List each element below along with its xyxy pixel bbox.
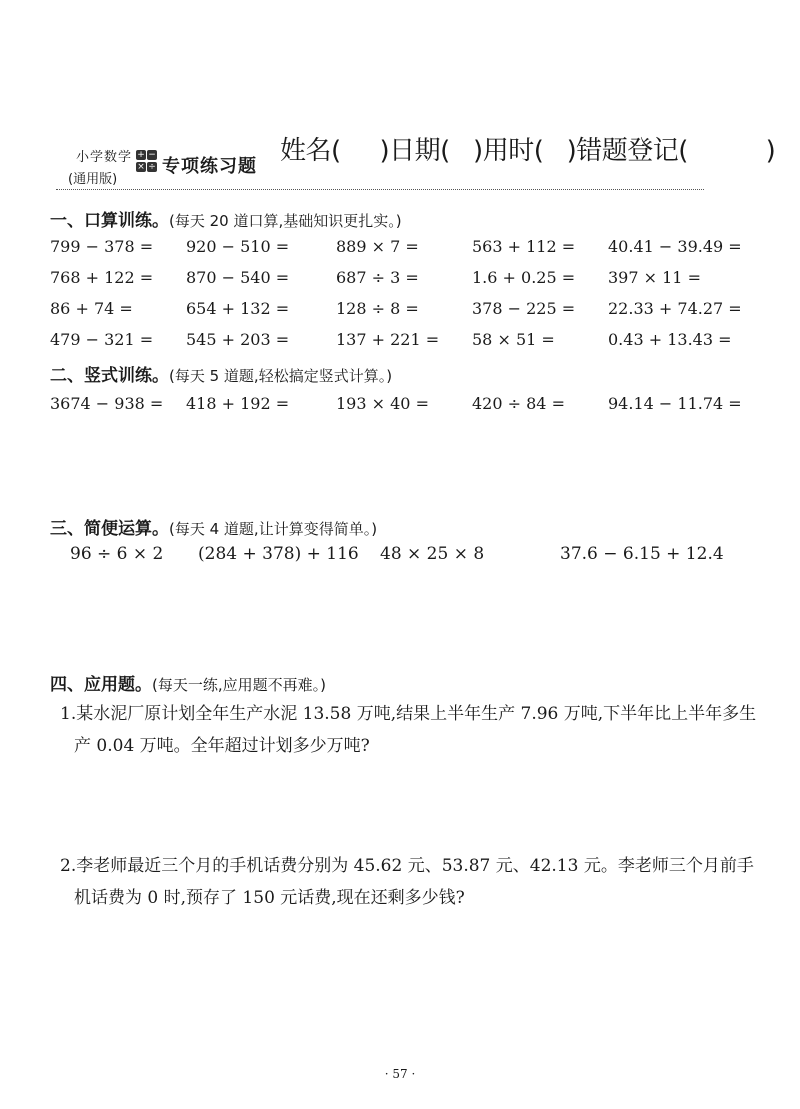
section1-heading: 一、口算训练。 [50,211,169,231]
word-problem-text: 2.李老师最近三个月的手机话费分别为 45.62 元、53.87 元、42.13 元。李老师三个月前手机话费为 0 时,预存了 150 元话费,现在还剩多少钱? [60,856,754,908]
oral-item: 768 + 122 = [50,268,154,287]
simplify-item: 37.6 − 6.15 + 12.4 [560,544,724,564]
vertical-calc-row [50,394,770,420]
header-divider [56,189,704,190]
oral-item: 1.6 + 0.25 = [472,268,576,287]
word-problem-text: 1.某水泥厂原计划全年生产水泥 13.58 万吨,结果上半年生产 7.96 万吨,下半年比上半年多生产 0.04 万吨。全年超过计划多少万吨? [60,704,757,756]
section1-title [50,206,402,231]
oral-row-1 [50,237,770,263]
oral-item: 799 − 378 = [50,237,154,256]
vertical-item: 420 ÷ 84 = [472,394,565,413]
divide-icon: ÷ [148,162,156,172]
simplify-item: (284 + 378) + 116 [198,544,359,564]
section4-title [50,670,326,695]
oral-item: 0.43 + 13.43 = [608,330,732,349]
plus-icon: + [137,150,145,160]
oral-row-4 [50,330,770,356]
vertical-item: 193 × 40 = [336,394,429,413]
section3-heading: 三、简便运算。 [50,519,169,539]
oral-row-3 [50,299,770,325]
oral-item: 654 + 132 = [186,299,290,318]
oral-item: 479 − 321 = [50,330,154,349]
oral-item: 397 × 11 = [608,268,701,287]
oral-item: 687 ÷ 3 = [336,268,419,287]
simplify-item: 48 × 25 × 8 [380,544,485,564]
word-problem-2 [50,850,760,914]
brand-title: 专项练习题 [162,156,257,177]
vertical-item: 94.14 − 11.74 = [608,394,742,413]
section4-note: (每天一练,应用题不再难。) [152,676,326,694]
oral-item: 378 − 225 = [472,299,576,318]
section3-title [50,514,377,539]
worksheet-header [68,130,776,190]
oral-row-2 [50,268,770,294]
section2-title [50,361,392,386]
brand-logo [68,144,258,188]
oral-item: 86 + 74 = [50,299,133,318]
section2-heading: 二、竖式训练。 [50,366,169,386]
oral-item: 889 × 7 = [336,237,419,256]
oral-item: 22.33 + 74.27 = [608,299,742,318]
brand-edition: (通用版) [68,172,118,187]
section4-heading: 四、应用题。 [50,675,152,695]
minus-icon: − [148,150,156,160]
section1-note: (每天 20 道口算,基础知识更扎实。) [169,212,402,230]
oral-item: 563 + 112 = [472,237,576,256]
simplify-item: 96 ÷ 6 × 2 [70,544,164,564]
oral-item: 545 + 203 = [186,330,290,349]
brand-subject: 小学数学 [76,150,133,165]
section2-note: (每天 5 道题,轻松搞定竖式计算。) [169,367,393,385]
oral-item: 137 + 221 = [336,330,440,349]
times-icon: × [137,162,145,172]
oral-item: 40.41 − 39.49 = [608,237,742,256]
student-info-line: 姓名( )日期( )用时( )错题登记( ) [280,136,776,166]
oral-item: 920 − 510 = [186,237,290,256]
section3-note: (每天 4 道题,让计算变得简单。) [169,520,378,538]
oral-item: 870 − 540 = [186,268,290,287]
page-number: · 57 · [384,1067,416,1081]
vertical-item: 3674 − 938 = [50,394,164,413]
oral-item: 128 ÷ 8 = [336,299,419,318]
vertical-item: 418 + 192 = [186,394,290,413]
operator-icons [136,146,158,184]
word-problem-1 [50,698,760,762]
oral-item: 58 × 51 = [472,330,555,349]
